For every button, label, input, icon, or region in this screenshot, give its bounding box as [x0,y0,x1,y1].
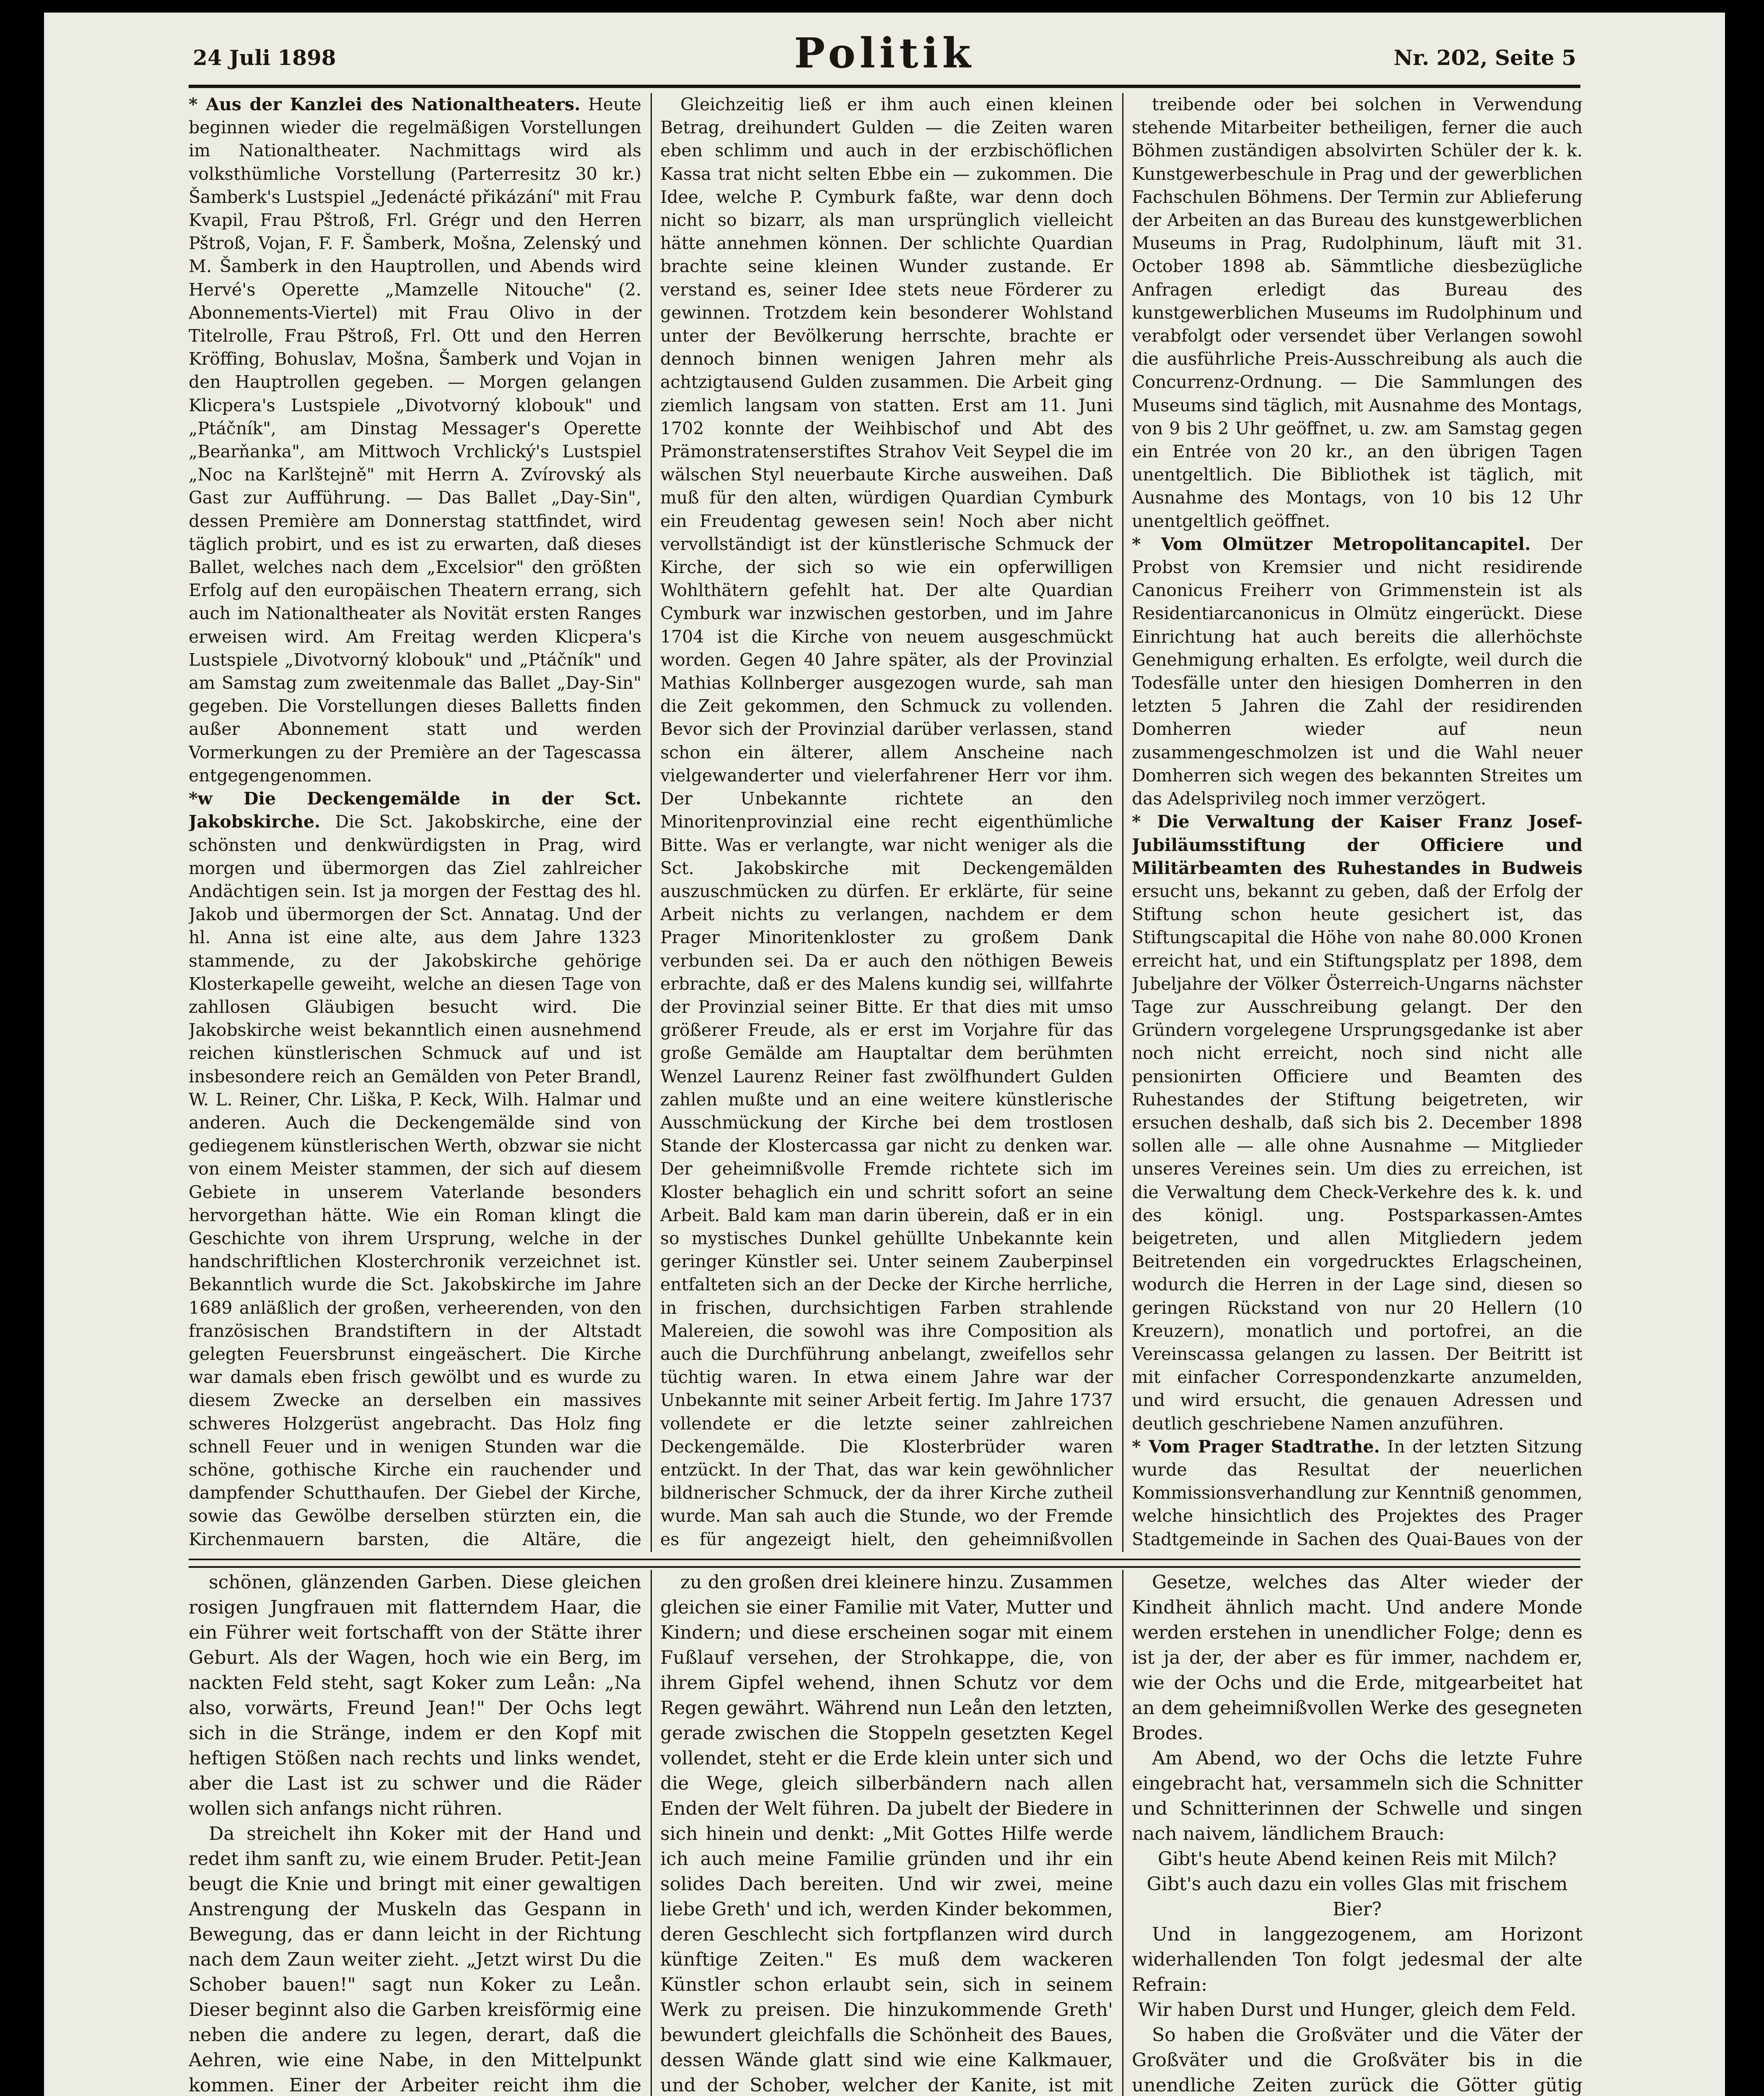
feuilleton-column-2 [660,1570,1113,2096]
feuilleton-paragraph: Und in langgezogenem, am Horizont widerhallenden Ton folgt jedesmal der alte Refrain: [1132,1924,1582,1995]
feuilleton-paragraph: Am Abend, wo der Ochs die letzte Fuhre eingebracht hat, versammeln sich die Schnitter und Schnitterinnen der Schwelle und singen nach naivem, ländlichem Brauch: [1132,1748,1582,1844]
article-text: ersucht uns, bekannt zu geben, daß der Erfolg der Stiftung schon heute gesichert ist, das Stiftungscapital die Höhe von nahe 80.000 Kronen erreicht hat, und ein Stiftungsplatz per 1898, dem Jubeljahre der Völker Österreich-Ungarns nächster Tage zur Ausschreibung gelangt. Der den Gründern vorgelegene Ursprungsgedanke ist aber noch nicht erreicht, noch sind nicht alle pensionirten Officiere und Beamten des Ruhestandes der Stiftung beigetreten, wir ersuchen deshalb, daß sich bis 2. December 1898 sollen alle — alle ohne Ausnahme — Mitglieder unseres Vereines sein. Um dies zu erreichen, ist die Verwaltung dem Check-Verkehre des k. k. und des königl. ung. Postsparkassen-Amtes beigetreten, und allen Mitgliedern jedem Beitretenden ein vorgedrucktes Erlagscheinen, wodurch die Herren in der Lage sind, diesen so geringen Rückstand von nur 20 Hellern (10 Kreuzern), monatlich und portofrei, an die Vereinscassa gelangen zu lassen. Der Beitritt ist mit einfacher Correspondenzkarte anzumelden, und wird ersucht, die genauen Adressen und deutlich geschriebene Namen anzuführen. [1132,881,1582,1434]
masthead [44,29,1725,80]
feuilleton-divider [189,1559,1580,1568]
article-text: Gleichzeitig ließ er ihm auch einen kleinen Betrag, dreihundert Gulden — die Zeiten waren eben schlimm und auch in der erzbischöflichen Kassa trat nicht selten Ebbe ein — zukommen. Die Idee, welche P. Cymburk faßte, war denn doch nicht so bizarr, als man ursprünglich vielleicht hätte annehmen können. Der schlichte Quardian brachte seine kleinen Wunder zustande. Er verstand es, seiner Idee stets neue Förderer zu gewinnen. Trotzdem kein besonderer Wohlstand unter der Bevölkerung herrschte, brachte er dennoch binnen wenigen Jahren mehr als achtzigtausend Gulden zusammen. Die Arbeit ging ziemlich langsam von statten. Erst am 11. Juni 1702 konnte der Weihbischof und Abt des Prämonstratenserstiftes Strahov Veit Seypel die im wälschen Styl neuerbaute Kirche ausweihen. Daß muß für den alten, würdigen Quardian Cymburk ein Freudentag gewesen sein! Noch aber nicht vervollständigt ist der künstlerische Schmuck der Kirche, der sich so wie ein opferwilligen Wohlthätern gefehlt hat. Der alte Quardian Cymburk war inzwischen gestorben, und im Jahre 1704 ist die Kirche von neuem ausgeschmückt worden. Gegen 40 Jahre später, als der Provinzial Mathias Kollnberger ausgezogen wurde, sah man die Zeit gekommen, den Schmuck zu vollenden. Bevor sich der Provinzial darüber verlassen, stand schon ein älterer, allem Anscheine nach vielgewanderter und vielerfahrener Herr vor ihm. Der Unbekannte richtete an den Minoritenprovinzial eine recht eigenthümliche Bitte. Was er verlangte, war nicht weniger als die Sct. Jakobskirche mit Deckengemälden auszuschmücken zu dürfen. Er erklärte, für seine Arbeit nichts zu verlangen, nachdem er dem Prager Minoritenkloster zu großem Dank verbunden sei. Da er auch den nöthigen Beweis erbrachte, daß er des Malens kundig sei, willfahrte der Provinzial seiner Bitte. Er that dies mit umso größerer Freude, als er erst im Vorjahre für das große Gemälde am Hauptaltar dem berühmten Wenzel Laurenz Reiner fast zwölfhundert Gulden zahlen mußte und an eine weitere künstlerische Ausschmückung der Kirche bei dem trostlosen Stande der Klostercassa gar nicht zu denken war. Der geheimnißvolle Fremde richtete sich im Kloster behaglich ein und schritt sofort an seine Arbeit. Bald kam man darin überein, daß er in ein so mystisches Dunkel gehüllte Unbekannte kein geringer Künstler sei. Unter seinem Zauberpinsel entfalteten sich an der Decke der Kirche herrliche, in frischen, durchsichtigen Farben strahlende Malereien, die sowohl was ihre Composition als auch die Durchführung anbelangt, zweifellos sehr tüchtig waren. In etwa einem Jahre war der Unbekannte mit seiner Arbeit fertig. Im Jahre 1737 vollendete er die letzte seiner zahlreichen Deckengemälde. Die Klosterbrüder waren entzückt. In der That, das war kein gewöhnlicher bildnerischer Schmuck, der da ihrer Kirche zutheil wurde. Man sah auch die Stunde, wo der Fremde es für angezeigt hielt, den geheimnißvollen [660,94,1113,1549]
article-heading: *w Die Deckengemälde in der Sct. Jakobskirche. [189,789,641,832]
column-divider [1122,93,1123,1552]
header-rule [189,85,1580,88]
article-column-2 [660,93,1113,1552]
article-text: Heute beginnen wieder die regelmäßigen Vorstellungen im Nationaltheater. Nachmittags wird als volksthümliche Vorstellung (Parterresitz 30 kr.) Šamberk's Lustspiel „Jedenácté přikázání" mit Frau Kvapil, Frau Pštroß, Frl. Grégr und den Herren Pštroß, Vojan, F. F. Šamberk, Mošna, Zelenský und M. Šamberk in den Hauptrollen, und Abends wird Hervé's Operette „Mamzelle Nitouche" (2. Abonnements-Viertel) mit Frau Olivo in der Titelrolle, Frau Pštroß, Frl. Ott und den Herren Kröffing, Bohuslav, Mošna, Šamberk und Vojan in den Hauptrollen gegeben. — Morgen gelangen Klicpera's Lustspiele „Divotvorný klobouk" und „Ptáčník", am Dinstag Messager's Operette „Bearňanka", am Mittwoch Vrchlický's Lustspiel „Noc na Karlštejně" mit Herrn A. Zvírovský als Gast zur Aufführung. — Das Ballet „Day-Sin", dessen Première am Donnerstag stattfindet, wird täglich probirt, und es ist zu erwarten, daß dieses Ballet, welches nach dem „Excelsior" den größten Erfolg auf den europäischen Theatern errang, sich auch im Nationaltheater als Novität ersten Ranges erweisen wird. Am Freitag werden Klicpera's Lustspiele „Divotvorný klobouk" und „Ptáčník" und am Samstag zum zweitenmale das Ballet „Day-Sin" gegeben. Die Vorstellungen dieses Balletts finden außer Abonnement statt und werden Vormerkungen zu der Première an der Tagescassa entgegengenommen. [189,94,641,786]
article-text: treibende oder bei solchen in Verwendung stehende Mitarbeiter betheiligen, ferner die auch Böhmen zuständigen absolvirten Schüler der k. k. Kunstgewerbeschule in Prag und der gewerblichen Fachschulen Böhmens. Der Termin zur Ablieferung der Arbeiten an das Bureau des kunstgewerblichen Museums in Prag, Rudolphinum, läuft mit 31. October 1898 ab. Sämmtliche diesbezügliche Anfragen erledigt das Bureau des kunstgewerblichen Museums im Rudolphinum und verabfolgt oder versendet über Verlangen sowohl die ausführliche Preis-Ausschreibung als auch die Concurrenz-Ordnung. — Die Sammlungen des Museums sind täglich, mit Ausnahme des Montags, von 9 bis 2 Uhr geöffnet, u. zw. am Samstag gegen ein Entrée von 20 kr., an den übrigen Tagen unentgeltlich. Die Bibliothek ist täglich, mit Ausnahme des Montags, von 10 bis 12 Uhr unentgeltlich geöffnet. [1132,94,1582,531]
article-text: Der Probst von Kremsier und nicht residirende Canonicus Freiherr von Grimmenstein ist als Residentiarcanonicus in Olmütz eingerückt. Diese Einrichtung hat auch bereits die allerhöchste Genehmigung erhalten. Es erfolgte, weil durch die Todesfälle unter den hiesigen Domherren in den letzten 5 Jahren die Zahl der residirenden Domherren wieder auf neun zusammengeschmolzen ist und die Wahl neuer Domherren sich wegen des bekannten Streites um das Adelsprivileg noch immer verzögert. [1132,534,1582,809]
feuilleton-paragraph: Gesetze, welches das Alter wieder der Kindheit ähnlich macht. Und andere Monde werden erstehen in unendlicher Folge; denn es ist ja der, der aber es für immer, nachdem er, wie der Ochs und die Erde, mitgearbeitet hat an dem geheimnißvollen Werke des gesegneten Brodes. [1132,1572,1582,1744]
song-verse: Gibt's heute Abend keinen Reis mit Milch? Gibt's auch dazu ein volles Glas mit frischem Bier? [1147,1848,1568,1920]
article-heading: * Vom Prager Stadtrathe. [1132,1436,1380,1457]
article-heading: * Die Verwaltung der Kaiser Franz Josef-Jubiläumsstiftung der Officiere und Militärbeamten des Ruhestandes in Budweis [1132,812,1582,878]
article-text: Die Sct. Jakobskirche, eine der schönsten und denkwürdigsten in Prag, wird morgen und übermorgen das Ziel zahlreicher Andächtigen sein. Ist ja morgen der Festtag des hl. Jakob und übermorgen der Sct. Annatag. Und der hl. Anna ist eine alte, aus dem Jahre 1323 stammende, zu der Jakobskirche gehörige Klosterkapelle geweiht, welche an diesen Tage von zahllosen Gläubigen besucht wird. Die Jakobskirche weist bekanntlich einen ausnehmend reichen künstlerischen Schmuck auf und ist insbesondere reich an Gemälden von Peter Brandl, W. L. Reiner, Chr. Liška, P. Keck, Wilh. Halmar und anderen. Auch die Deckengemälde sind von gediegenem künstlerischen Werth, obzwar sie nicht von einem Meister stammen, der sich auf diesem Gebiete in unserem Vaterlande besonders hervorgethan hätte. Wie ein Roman klingt die Geschichte von ihrem Ursprung, welche in der handschriftlichen Klosterchronik verzeichnet ist. Bekanntlich wurde die Sct. Jakobskirche im Jahre 1689 anläßlich der großen, verheerenden, von den französischen Brandstiftern in der Altstadt gelegten Feuersbrunst eingeäschert. Die Kirche war damals eben frisch gewölbt und es wurde zu diesem Zwecke an derselben ein massives schweres Holzgerüst angebracht. Das Holz fing schnell Feuer und in wenigen Stunden war die schöne, gothische Kirche ein rauchender und dampfender Schutthaufen. Der Giebel der Kirche, sowie das Gewölbe derselben stürzten ein, die Kirchenmauern barsten, die Altäre, die [189,812,641,1549]
feuilleton-column-1 [189,1570,641,2096]
feuilleton-paragraph: zu den großen drei kleinere hinzu. Zusammen gleichen sie einer Familie mit Vater, Mutter und Kindern; und diese erscheinen sogar mit einem Fußlauf versehen, der Strohkappe, die, von ihrem Gipfel wehend, ihnen Schutz vor dem Regen gewährt. Während nun Leån den letzten, gerade zwischen die Stoppeln gesetzten Kegel vollendet, steht er die Erde klein unter sich und die Wege, gleich silberbändern nach allen Enden der Welt führen. Da jubelt der Biedere in sich hinein und denkt: „Mit Gottes Hilfe werde ich auch meine Familie gründen und ihr ein solides Dach bereiten. Und wir zwei, meine liebe Greth' und ich, werden Kinder bekommen, deren Geschlecht sich fortpflanzen wird durch künftige Zeiten." Es muß dem wackeren Künstler schon erlaubt sein, sich in seinem Werk zu preisen. Die hinzukommende Greth' bewundert gleichfalls die Schönheit des Baues, dessen Wände glatt sind wie eine Kalkmauer, und der Schober, welcher der Kanite, ist mit [660,1572,1113,2096]
section-title: Politik [794,29,975,78]
newspaper-page [44,13,1725,2096]
issue-date: 24 Juli 1898 [193,45,336,70]
song-refrain: Wir haben Durst und Hunger, gleich dem Feld. [1138,1999,1577,2021]
article-column-3 [1132,93,1582,1552]
column-divider [651,1570,652,2096]
column-divider [1122,1570,1123,2096]
article-continuation [660,93,1113,1552]
article-heading: * Vom Olmützer Metropolitancapitel. [1132,534,1531,554]
article-continuation [1132,93,1582,533]
feuilleton-paragraph: So haben die Großväter und die Väter der Großväter und die Großväter bis in die unendliche Zeiten zurück die Götter gütig [1132,2024,1582,2096]
feuilleton-column-3 [1132,1570,1582,2096]
article-text: In der letzten Sitzung wurde das Resultat der neuerlichen Kommissionsverhandlung zur Kenntniß genommen, welche hinsichtlich des Projektes des Prager Stadtgemeinde in Sachen des Quai-Baues von der [1132,1436,1582,1549]
issue-page-number: Nr. 202, Seite 5 [1393,45,1576,70]
article-heading: * Aus der Kanzlei des Nationaltheaters. [189,94,581,114]
feuilleton-paragraph: Da streichelt ihn Koker mit der Hand und redet ihm sanft zu, wie einem Bruder. Petit-Jean beugt die Knie und bringt mit einer gewaltigen Anstrengung der Muskeln das Gespann in Bewegung, das er dann leicht in der Richtung nach dem Zaun weiter zieht. „Jetzt wirst Du die Schober bauen!" sagt nun Koker zu Leån. Dieser beginnt also die Garben kreisförmig eine neben die andere zu legen, derart, daß die Aehren, wie eine Nabe, in den Mittelpunkt kommen. Einer der Arbeiter reicht ihm die [189,1823,641,2096]
article-column-1 [189,93,641,1552]
column-divider [651,93,652,1552]
feuilleton-paragraph: schönen, glänzenden Garben. Diese gleichen rosigen Jungfrauen mit flatterndem Haar, die ein Führer weit fortschafft von der Stätte ihrer Geburt. Als der Wagen, hoch wie ein Berg, im nackten Feld steht, sagt Koker zum Leån: „Na also, vorwärts, Freund Jean!" Der Ochs legt sich in die Stränge, indem er den Kopf mit heftigen Stößen nach rechts und links wendet, aber die Last ist zu schwer und die Räder wollen sich anfangs nicht rühren. [189,1572,641,1819]
